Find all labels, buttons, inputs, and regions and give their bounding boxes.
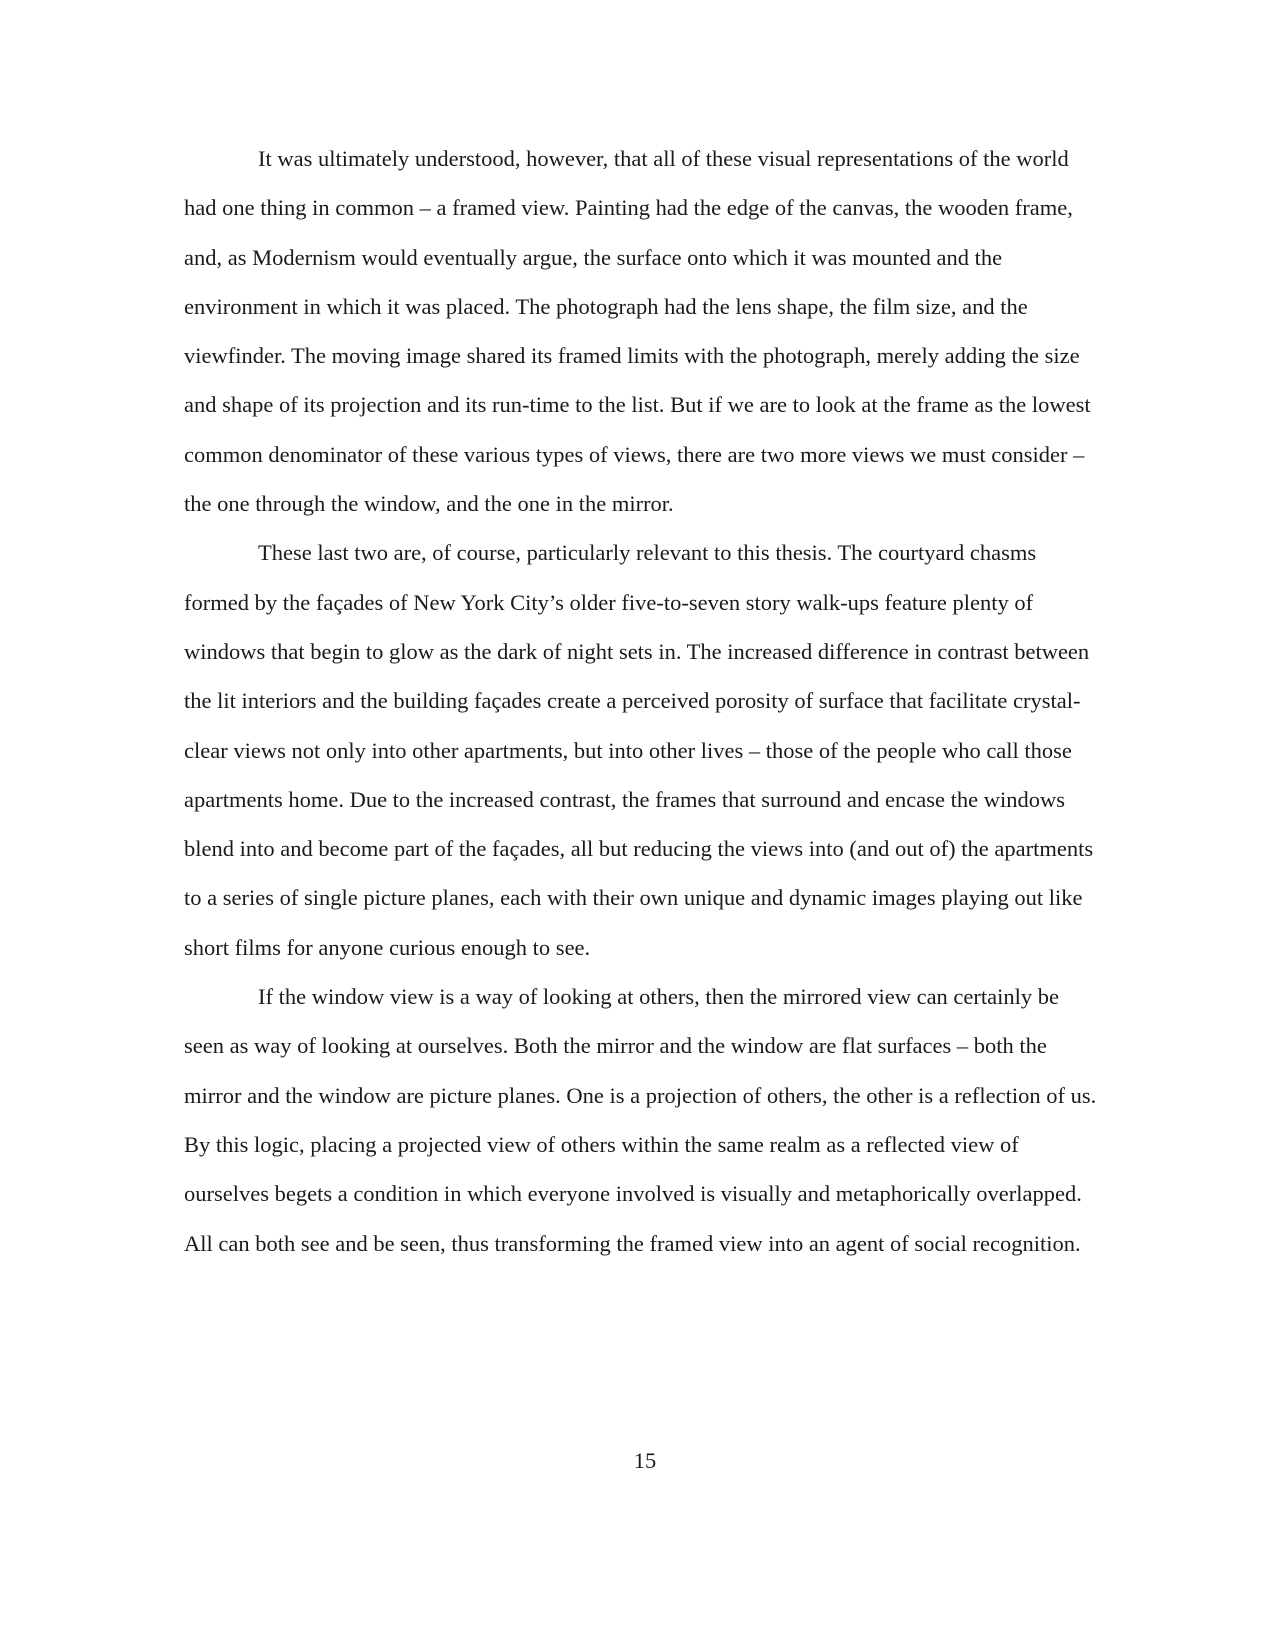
paragraph-courtyard-windows: These last two are, of course, particularly relevant to this thesis. The courtyard chasms formed by the façades of New York City’s older five-to-seven story walk-ups feature plenty of windows that begin to glow as the dark of night sets in. The increased difference in contrast between the lit interiors and the building façades create a perceived porosity of surface that facilitate crystal-clear views not only into other apartments, but into other lives – those of the people who call those apartments home. Due to the increased contrast, the frames that surround and encase the windows blend into and become part of the façades, all but reducing the views into (and out of) the apartments to a series of single picture planes, each with their own unique and dynamic images playing out like short films for anyone curious enough to see. bbox=[184, 540, 1094, 960]
paragraph-mirrored-view: If the window view is a way of looking at others, then the mirrored view can certainly be seen as way of looking at ourselves. Both the mirror and the window are flat surfaces – both the mirror and the window are picture planes. One is a projection of others, the other is a reflection of us. By this logic, placing a projected view of others within the same realm as a reflected view of ourselves begets a condition in which everyone involved is visually and metaphorically overlapped. All can both see and be seen, thus transforming the framed view into an agent of social recognition. bbox=[184, 984, 1097, 1256]
page-number: 15 bbox=[633, 1448, 657, 1473]
body-text bbox=[184, 134, 1104, 1268]
paragraph-window-and-mirror-intro: It was ultimately understood, however, that all of these visual representations of the world had one thing in common – a framed view. Painting had the edge of the canvas, the wooden frame, and, as Modernism would eventually argue, the surface onto which it was mounted and the environment in which it was placed. The photograph had the lens shape, the film size, and the viewfinder. The moving image shared its framed limits with the photograph, merely adding the size and shape of its projection and its run-time to the list. But if we are to look at the frame as the lowest common denominator of these various types of views, there are two more views we must consider – the one through the window, and the one in the mirror. bbox=[184, 146, 1091, 517]
